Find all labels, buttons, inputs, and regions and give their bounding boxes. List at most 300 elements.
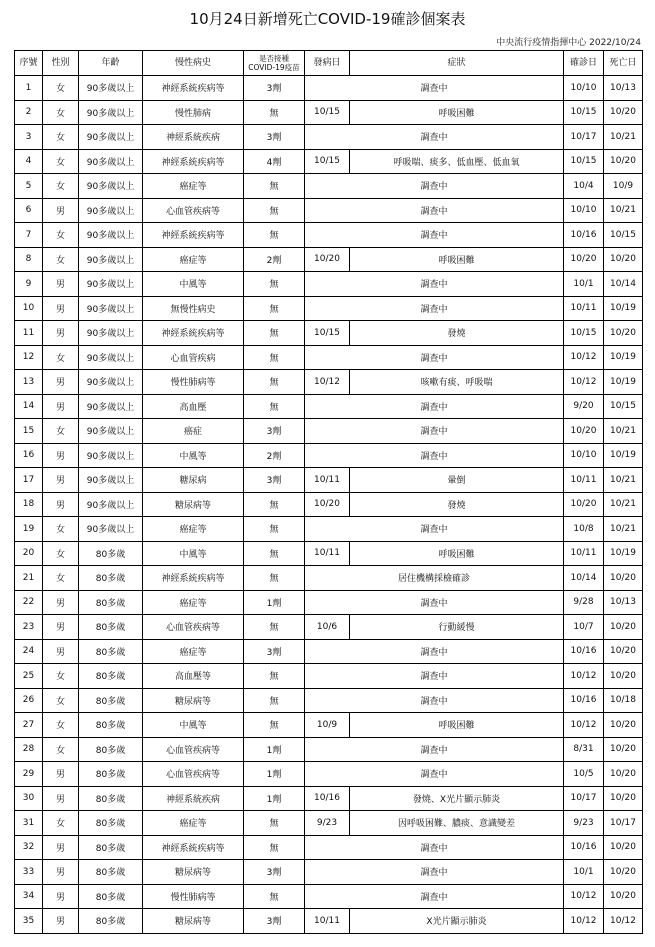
cell-age: 80多歲 (79, 615, 143, 640)
cell-no: 32 (15, 835, 43, 860)
cell-sex: 女 (43, 223, 79, 248)
cell-no: 31 (15, 811, 43, 836)
cell-vaccine: 無 (244, 272, 305, 297)
cell-sex: 女 (43, 688, 79, 713)
cell-vaccine: 無 (244, 835, 305, 860)
table-row (15, 615, 643, 640)
cell-vaccine: 無 (244, 223, 305, 248)
header-diagnosis: 確診日 (564, 51, 604, 76)
cell-vaccine: 3劑 (244, 125, 305, 150)
cell-age: 80多歲 (79, 664, 143, 689)
cell-death: 10/20 (604, 762, 643, 787)
header-symptom: 症狀 (350, 51, 564, 76)
table-row (15, 370, 643, 395)
cell-symptom: 調查中 (305, 443, 564, 468)
cell-sex: 女 (43, 517, 79, 542)
cell-no: 33 (15, 860, 43, 885)
cell-history: 癌症等 (143, 811, 244, 836)
cell-death: 10/19 (604, 443, 643, 468)
cell-onset: 10/12 (305, 370, 350, 395)
cell-symptom: 呼吸困難 (350, 541, 564, 566)
cell-no: 28 (15, 737, 43, 762)
cell-no: 26 (15, 688, 43, 713)
cell-death: 10/21 (604, 468, 643, 493)
table-row (15, 541, 643, 566)
cell-history: 中風等 (143, 541, 244, 566)
cell-no: 8 (15, 247, 43, 272)
cell-history: 糖尿病等 (143, 492, 244, 517)
table-row (15, 247, 643, 272)
cell-vaccine: 3劑 (244, 419, 305, 444)
cell-death: 10/9 (604, 174, 643, 199)
cell-history: 心血管疾病等 (143, 737, 244, 762)
cell-vaccine: 無 (244, 370, 305, 395)
cell-diagnosis: 8/31 (564, 737, 604, 762)
table-row (15, 394, 643, 419)
cell-symptom: 發燒 (350, 492, 564, 517)
cell-vaccine: 無 (244, 296, 305, 321)
cell-age: 80多歲 (79, 713, 143, 738)
cell-no: 35 (15, 909, 43, 934)
cell-death: 10/15 (604, 394, 643, 419)
cell-onset: 10/15 (305, 321, 350, 346)
cell-diagnosis: 10/10 (564, 76, 604, 101)
cell-history: 癌症等 (143, 174, 244, 199)
cell-diagnosis: 10/16 (564, 835, 604, 860)
cell-no: 20 (15, 541, 43, 566)
cell-onset: 10/6 (305, 615, 350, 640)
table-row (15, 321, 643, 346)
cell-onset: 9/23 (305, 811, 350, 836)
table-row (15, 566, 643, 591)
table-header (15, 51, 643, 76)
table-body (15, 76, 643, 934)
cell-history: 中風等 (143, 713, 244, 738)
cell-symptom: 調查中 (305, 198, 564, 223)
cell-age: 90多歲以上 (79, 149, 143, 174)
cell-vaccine: 無 (244, 688, 305, 713)
cell-age: 80多歲 (79, 541, 143, 566)
cell-history: 神經系統疾病等 (143, 223, 244, 248)
cell-sex: 男 (43, 884, 79, 909)
cell-diagnosis: 10/16 (564, 639, 604, 664)
cell-onset: 10/20 (305, 247, 350, 272)
cell-age: 90多歲以上 (79, 198, 143, 223)
cell-death: 10/12 (604, 909, 643, 934)
cell-death: 10/20 (604, 713, 643, 738)
cell-age: 80多歲 (79, 590, 143, 615)
cell-sex: 女 (43, 100, 79, 125)
cell-vaccine: 無 (244, 345, 305, 370)
table-row (15, 786, 643, 811)
cell-vaccine: 4劑 (244, 149, 305, 174)
table-row (15, 174, 643, 199)
cell-diagnosis: 10/12 (564, 370, 604, 395)
cell-onset: 10/11 (305, 468, 350, 493)
cell-symptom: 調查中 (305, 345, 564, 370)
table-row (15, 811, 643, 836)
cell-sex: 女 (43, 419, 79, 444)
cell-history: 神經系統疾病等 (143, 566, 244, 591)
table-row (15, 664, 643, 689)
cell-age: 90多歲以上 (79, 223, 143, 248)
table-row (15, 272, 643, 297)
cell-symptom: 調查中 (305, 762, 564, 787)
cell-symptom: 調查中 (305, 223, 564, 248)
cell-no: 14 (15, 394, 43, 419)
cell-symptom: 行動緩慢 (350, 615, 564, 640)
cell-onset: 10/20 (305, 492, 350, 517)
cell-vaccine: 無 (244, 664, 305, 689)
cell-symptom: 調查中 (305, 517, 564, 542)
cell-no: 18 (15, 492, 43, 517)
cell-death: 10/13 (604, 76, 643, 101)
table-row (15, 713, 643, 738)
table-row (15, 492, 643, 517)
table-row (15, 860, 643, 885)
table-row (15, 639, 643, 664)
header-history: 慢性病史 (143, 51, 244, 76)
cell-sex: 男 (43, 590, 79, 615)
cell-age: 90多歲以上 (79, 247, 143, 272)
cell-death: 10/13 (604, 590, 643, 615)
cell-vaccine: 1劑 (244, 590, 305, 615)
table-row (15, 345, 643, 370)
cell-sex: 男 (43, 786, 79, 811)
cell-death: 10/18 (604, 688, 643, 713)
cell-vaccine: 3劑 (244, 860, 305, 885)
cell-symptom: 調查中 (305, 688, 564, 713)
cell-history: 心血管疾病 (143, 345, 244, 370)
cell-history: 慢性肺病 (143, 100, 244, 125)
cell-diagnosis: 10/12 (564, 713, 604, 738)
cell-age: 90多歲以上 (79, 468, 143, 493)
cell-age: 90多歲以上 (79, 370, 143, 395)
cell-no: 1 (15, 76, 43, 101)
cell-vaccine: 無 (244, 884, 305, 909)
cell-diagnosis: 10/15 (564, 149, 604, 174)
cell-no: 24 (15, 639, 43, 664)
cell-diagnosis: 9/23 (564, 811, 604, 836)
cell-diagnosis: 10/15 (564, 100, 604, 125)
cell-sex: 男 (43, 860, 79, 885)
cell-death: 10/20 (604, 615, 643, 640)
cell-age: 80多歲 (79, 737, 143, 762)
cell-history: 神經系統疾病等 (143, 76, 244, 101)
cell-vaccine: 2劑 (244, 443, 305, 468)
cell-no: 10 (15, 296, 43, 321)
cell-age: 90多歲以上 (79, 345, 143, 370)
cell-sex: 女 (43, 149, 79, 174)
cell-no: 9 (15, 272, 43, 297)
cell-sex: 男 (43, 296, 79, 321)
cell-diagnosis: 10/1 (564, 860, 604, 885)
cell-death: 10/20 (604, 737, 643, 762)
cell-death: 10/15 (604, 223, 643, 248)
cell-diagnosis: 10/20 (564, 492, 604, 517)
cell-death: 10/19 (604, 541, 643, 566)
cell-diagnosis: 10/12 (564, 909, 604, 934)
cell-symptom: 調查中 (305, 737, 564, 762)
cell-diagnosis: 10/11 (564, 468, 604, 493)
table-row (15, 468, 643, 493)
cell-symptom: 呼吸喘、痰多、低血壓、低血氧 (350, 149, 564, 174)
cell-sex: 女 (43, 566, 79, 591)
cell-no: 22 (15, 590, 43, 615)
cell-no: 5 (15, 174, 43, 199)
cell-diagnosis: 10/7 (564, 615, 604, 640)
cell-history: 心血管疾病等 (143, 762, 244, 787)
cell-age: 90多歲以上 (79, 419, 143, 444)
cell-diagnosis: 10/20 (564, 247, 604, 272)
cell-death: 10/21 (604, 125, 643, 150)
cell-history: 神經系統疾病等 (143, 149, 244, 174)
cell-symptom: 調查中 (305, 174, 564, 199)
cell-death: 10/20 (604, 321, 643, 346)
cell-sex: 男 (43, 615, 79, 640)
cell-age: 90多歲以上 (79, 321, 143, 346)
cell-age: 80多歲 (79, 639, 143, 664)
cell-symptom: 暈倒 (350, 468, 564, 493)
cell-history: 癌症等 (143, 517, 244, 542)
cell-no: 21 (15, 566, 43, 591)
cell-history: 無慢性病史 (143, 296, 244, 321)
table-row (15, 149, 643, 174)
cell-death: 10/20 (604, 786, 643, 811)
table-row (15, 419, 643, 444)
cell-no: 16 (15, 443, 43, 468)
table-row (15, 884, 643, 909)
cell-sex: 男 (43, 468, 79, 493)
table-row (15, 223, 643, 248)
cell-vaccine: 無 (244, 517, 305, 542)
cell-death: 10/21 (604, 198, 643, 223)
cell-age: 80多歲 (79, 566, 143, 591)
cell-no: 15 (15, 419, 43, 444)
cell-no: 11 (15, 321, 43, 346)
cell-vaccine: 無 (244, 394, 305, 419)
cell-history: 慢性肺病等 (143, 884, 244, 909)
cell-history: 神經系統疾病等 (143, 835, 244, 860)
table-row (15, 909, 643, 934)
cell-symptom: 調查中 (305, 860, 564, 885)
cell-symptom: 調查中 (305, 884, 564, 909)
header-no: 序號 (15, 51, 43, 76)
cell-death: 10/20 (604, 835, 643, 860)
cell-no: 2 (15, 100, 43, 125)
cell-vaccine: 無 (244, 566, 305, 591)
table-row (15, 198, 643, 223)
cell-death: 10/20 (604, 566, 643, 591)
cell-onset: 10/11 (305, 909, 350, 934)
cell-no: 19 (15, 517, 43, 542)
cell-history: 高血壓等 (143, 664, 244, 689)
cell-vaccine: 無 (244, 713, 305, 738)
table-row (15, 443, 643, 468)
cell-age: 90多歲以上 (79, 174, 143, 199)
cell-sex: 女 (43, 737, 79, 762)
cell-symptom: 發燒、X光片顯示肺炎 (350, 786, 564, 811)
cell-sex: 男 (43, 762, 79, 787)
cell-age: 90多歲以上 (79, 296, 143, 321)
cell-diagnosis: 10/20 (564, 419, 604, 444)
cell-no: 7 (15, 223, 43, 248)
cell-vaccine: 無 (244, 492, 305, 517)
cell-age: 90多歲以上 (79, 492, 143, 517)
cell-sex: 女 (43, 664, 79, 689)
cell-diagnosis: 10/12 (564, 884, 604, 909)
cell-sex: 男 (43, 639, 79, 664)
cell-history: 癌症等 (143, 639, 244, 664)
cell-diagnosis: 10/12 (564, 345, 604, 370)
cell-vaccine: 3劑 (244, 76, 305, 101)
cell-sex: 女 (43, 76, 79, 101)
cell-death: 10/14 (604, 272, 643, 297)
cell-no: 34 (15, 884, 43, 909)
cell-history: 糖尿病等 (143, 688, 244, 713)
cell-diagnosis: 10/1 (564, 272, 604, 297)
cell-age: 90多歲以上 (79, 100, 143, 125)
cell-age: 80多歲 (79, 835, 143, 860)
cell-age: 90多歲以上 (79, 125, 143, 150)
cell-sex: 男 (43, 370, 79, 395)
cell-sex: 男 (43, 394, 79, 419)
header-vaccine (244, 51, 305, 76)
cases-table (14, 50, 643, 934)
cell-diagnosis: 10/11 (564, 541, 604, 566)
table-row (15, 125, 643, 150)
cell-history: 糖尿病等 (143, 909, 244, 934)
cell-history: 癌症等 (143, 590, 244, 615)
table-row (15, 835, 643, 860)
cell-vaccine: 無 (244, 615, 305, 640)
table-row (15, 76, 643, 101)
cell-no: 4 (15, 149, 43, 174)
cell-vaccine: 1劑 (244, 762, 305, 787)
cell-death: 10/20 (604, 884, 643, 909)
cell-death: 10/20 (604, 149, 643, 174)
cell-age: 80多歲 (79, 811, 143, 836)
cell-sex: 女 (43, 125, 79, 150)
cell-age: 80多歲 (79, 909, 143, 934)
header-death: 死亡日 (604, 51, 643, 76)
cell-history: 高血壓 (143, 394, 244, 419)
cell-sex: 男 (43, 443, 79, 468)
cell-diagnosis: 9/20 (564, 394, 604, 419)
cell-vaccine: 無 (244, 541, 305, 566)
page-title: 10月24日新增死亡COVID-19確診個案表 (189, 10, 466, 28)
cell-death: 10/20 (604, 860, 643, 885)
cell-sex: 女 (43, 174, 79, 199)
header-sex: 性別 (43, 51, 79, 76)
cell-no: 17 (15, 468, 43, 493)
cell-age: 80多歲 (79, 688, 143, 713)
cell-sex: 女 (43, 811, 79, 836)
cell-sex: 女 (43, 713, 79, 738)
cell-no: 13 (15, 370, 43, 395)
cell-sex: 男 (43, 835, 79, 860)
header-row (15, 51, 643, 76)
cell-history: 中風等 (143, 272, 244, 297)
cell-death: 10/21 (604, 419, 643, 444)
cell-death: 10/19 (604, 345, 643, 370)
cell-vaccine: 1劑 (244, 786, 305, 811)
cell-diagnosis: 10/10 (564, 443, 604, 468)
cell-symptom: 居住機構採檢確診 (305, 566, 564, 591)
cell-death: 10/19 (604, 296, 643, 321)
cell-age: 90多歲以上 (79, 394, 143, 419)
cell-death: 10/19 (604, 370, 643, 395)
cell-symptom: 調查中 (305, 639, 564, 664)
cell-death: 10/20 (604, 100, 643, 125)
header-onset: 發病日 (305, 51, 350, 76)
header-vaccine-line1: 是否接種 (259, 54, 289, 63)
cell-history: 心血管疾病等 (143, 615, 244, 640)
source-attribution: 中央流行疫情指揮中心 2022/10/24 (496, 38, 641, 48)
cell-symptom: 呼吸困難 (350, 713, 564, 738)
cell-age: 80多歲 (79, 762, 143, 787)
cell-death: 10/21 (604, 492, 643, 517)
cell-history: 糖尿病 (143, 468, 244, 493)
cell-vaccine: 2劑 (244, 247, 305, 272)
cell-history: 神經系統疾病等 (143, 321, 244, 346)
header-age: 年齡 (79, 51, 143, 76)
cell-sex: 男 (43, 492, 79, 517)
cell-history: 癌症 (143, 419, 244, 444)
cell-age: 80多歲 (79, 786, 143, 811)
table-row (15, 762, 643, 787)
table-row (15, 296, 643, 321)
cell-diagnosis: 10/15 (564, 321, 604, 346)
cell-symptom: 呼吸困難 (350, 100, 564, 125)
cell-diagnosis: 10/4 (564, 174, 604, 199)
cell-symptom: 調查中 (305, 835, 564, 860)
cell-symptom: 咳嗽有痰、呼吸喘 (350, 370, 564, 395)
cell-diagnosis: 10/16 (564, 223, 604, 248)
cell-diagnosis: 10/16 (564, 688, 604, 713)
cell-age: 80多歲 (79, 884, 143, 909)
cell-no: 23 (15, 615, 43, 640)
cell-sex: 女 (43, 345, 79, 370)
cell-vaccine: 無 (244, 198, 305, 223)
cell-onset: 10/9 (305, 713, 350, 738)
cell-symptom: 調查中 (305, 419, 564, 444)
cell-symptom: 調查中 (305, 76, 564, 101)
cell-onset: 10/16 (305, 786, 350, 811)
cell-vaccine: 無 (244, 100, 305, 125)
cell-death: 10/20 (604, 639, 643, 664)
cell-vaccine: 3劑 (244, 909, 305, 934)
cell-diagnosis: 10/17 (564, 786, 604, 811)
cell-sex: 女 (43, 541, 79, 566)
cell-age: 90多歲以上 (79, 272, 143, 297)
cell-history: 癌症等 (143, 247, 244, 272)
cell-vaccine: 無 (244, 811, 305, 836)
cell-diagnosis: 10/10 (564, 198, 604, 223)
cell-symptom: 調查中 (305, 296, 564, 321)
cell-age: 90多歲以上 (79, 76, 143, 101)
cell-vaccine: 無 (244, 321, 305, 346)
cell-symptom: X光片顯示肺炎 (350, 909, 564, 934)
cell-diagnosis: 10/5 (564, 762, 604, 787)
cell-no: 3 (15, 125, 43, 150)
cell-history: 心血管疾病等 (143, 198, 244, 223)
cell-history: 糖尿病等 (143, 860, 244, 885)
cell-sex: 男 (43, 321, 79, 346)
header-vaccine-line2: COVID-19疫苗 (248, 63, 300, 72)
cell-history: 慢性肺病等 (143, 370, 244, 395)
cell-symptom: 調查中 (305, 125, 564, 150)
